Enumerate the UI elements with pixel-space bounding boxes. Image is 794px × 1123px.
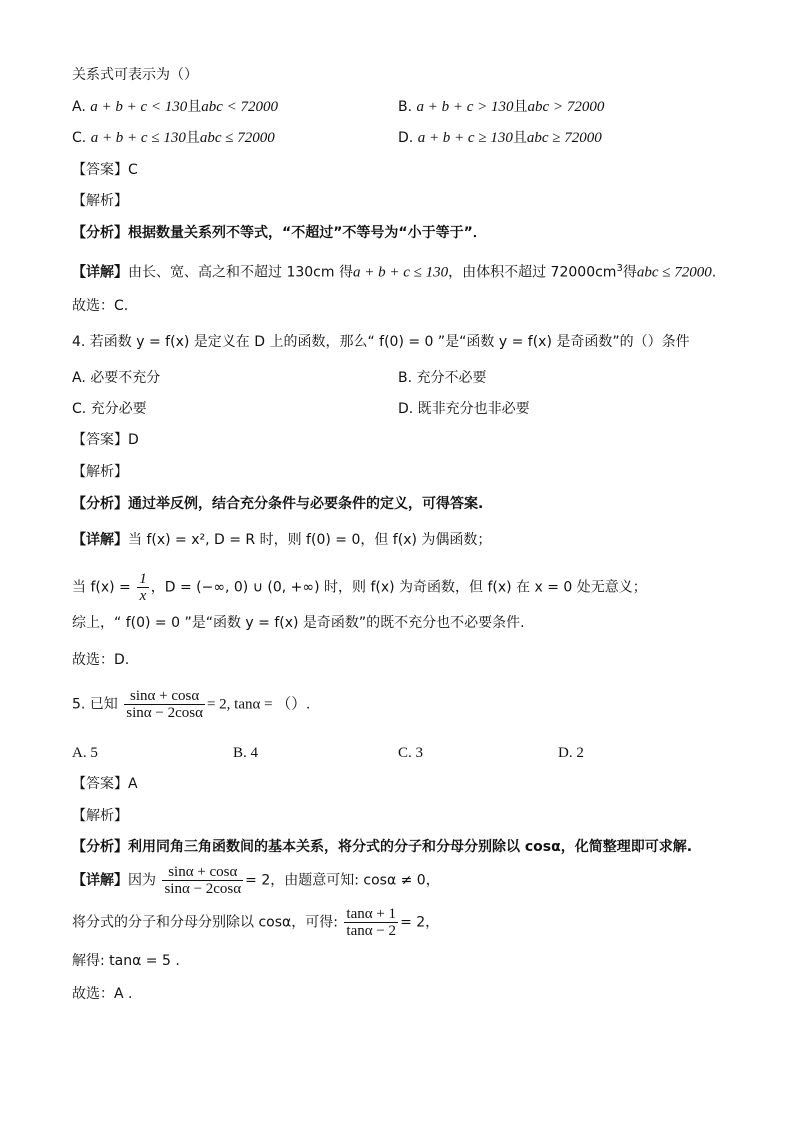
q5-explain-tag: 【解析】 [72, 808, 128, 824]
q3-analysis: 【分析】根据数量关系列不等式，“不超过”不等号为“小于等于”． [72, 225, 487, 241]
q5-solve: 解得: tanα = 5 . [72, 953, 180, 969]
q3-option-b: B. a + b + c > 130且abc > 72000 [398, 99, 605, 115]
q4-option-d: D. 既非充分也非必要 [398, 401, 530, 417]
q3-choice: 故选：C. [72, 298, 129, 314]
answer-tag: 【答案】 [72, 776, 128, 792]
q5-analysis: 【分析】利用同角三角函数间的基本关系，将分式的分子和分母分别除以 cosα，化简整理即可求解. [72, 839, 693, 855]
q3-answer [72, 161, 138, 179]
q4-answer [72, 431, 139, 449]
q5-option-d: D. 2 [558, 745, 584, 761]
q4-choice: 故选：D. [72, 652, 130, 668]
answer-tag: 【答案】 [72, 432, 128, 448]
q5-stem: 5. 已知 $\frac{\sin\alpha + \cos\alpha}{\sin\alpha - 2\cos\alpha}$ = 2, tanα = （）. [72, 688, 311, 721]
fraction: $\frac{\sin\alpha + \cos\alpha}{\sin\alpha - 2\cos\alpha}$ [164, 864, 242, 897]
q4-option-b: B. 充分不必要 [398, 370, 487, 386]
q3-explain-tag: 【解析】 [72, 193, 128, 209]
answer-value: D [128, 432, 139, 448]
q3-stem-tail: 关系式可表示为（） [72, 67, 198, 83]
q4-detail-1: 【详解】当 f(x) = x², D = R 时，则 f(0) = 0，但 f(x) 为偶函数； [72, 532, 492, 548]
q3-option-c: C. a + b + c ≤ 130且abc ≤ 72000 [72, 130, 275, 146]
q5-option-a: A. 5 [72, 745, 98, 761]
fraction: $\frac{\sin\alpha + \cos\alpha}{\sin\alpha - 2\cos\alpha}$ [126, 688, 203, 721]
q5-option-b: B. 4 [233, 745, 259, 761]
q5-detail-2: 将分式的分子和分母分别除以 cosα，可得: $\frac{\tan\alpha + 1}{\tan\alpha - 2}$ = 2， [72, 906, 440, 939]
answer-value: C [128, 162, 138, 178]
answer-tag: 【答案】 [72, 162, 128, 178]
q5-choice: 故选：A . [72, 986, 133, 1002]
q3-option-d: D. a + b + c ≥ 130且abc ≥ 72000 [398, 130, 602, 146]
q4-option-c: C. 充分必要 [72, 401, 147, 417]
answer-value: A [128, 776, 138, 792]
q4-detail-2: 当 f(x) = $\frac{1}{x}$ ，D = (−∞, 0) ∪ (0, +∞) 时，则 f(x) 为奇函数，但 f(x) 在 x = 0 处无意义； [72, 571, 647, 604]
fraction: $\frac{\tan\alpha + 1}{\tan\alpha - 2}$ [346, 906, 397, 939]
fraction: $\frac{1}{x}$ [139, 571, 147, 604]
q5-detail-1: 【详解】因为 $\frac{\sin\alpha + \cos\alpha}{\sin\alpha - 2\cos\alpha}$ = 2，由题意可知: cosα ≠ 0， [72, 864, 440, 897]
q5-option-c: C. 3 [398, 745, 424, 761]
q3-option-a: A. a + b + c < 130且abc < 72000 [72, 99, 279, 115]
q5-answer [72, 775, 138, 793]
q4-stem: 4. 若函数 y = f(x) 是定义在 D 上的函数，那么“ f(0) = 0 ”是“函数 y = f(x) 是奇函数”的（）条件 [72, 334, 690, 350]
q3-detail: 【详解】由长、宽、高之和不超过 130cm 得a + b + c ≤ 130，由体积不超过 $72000cm^3$得abc ≤ 72000. [72, 263, 717, 281]
q4-summary: 综上，“ f(0) = 0 ”是“函数 y = f(x) 是奇函数”的既不充分也不必要条件. [72, 615, 525, 631]
q4-analysis: 【分析】通过举反例，结合充分条件与必要条件的定义，可得答案. [72, 496, 484, 512]
q4-option-a: A. 必要不充分 [72, 370, 161, 386]
q4-explain-tag: 【解析】 [72, 464, 128, 480]
